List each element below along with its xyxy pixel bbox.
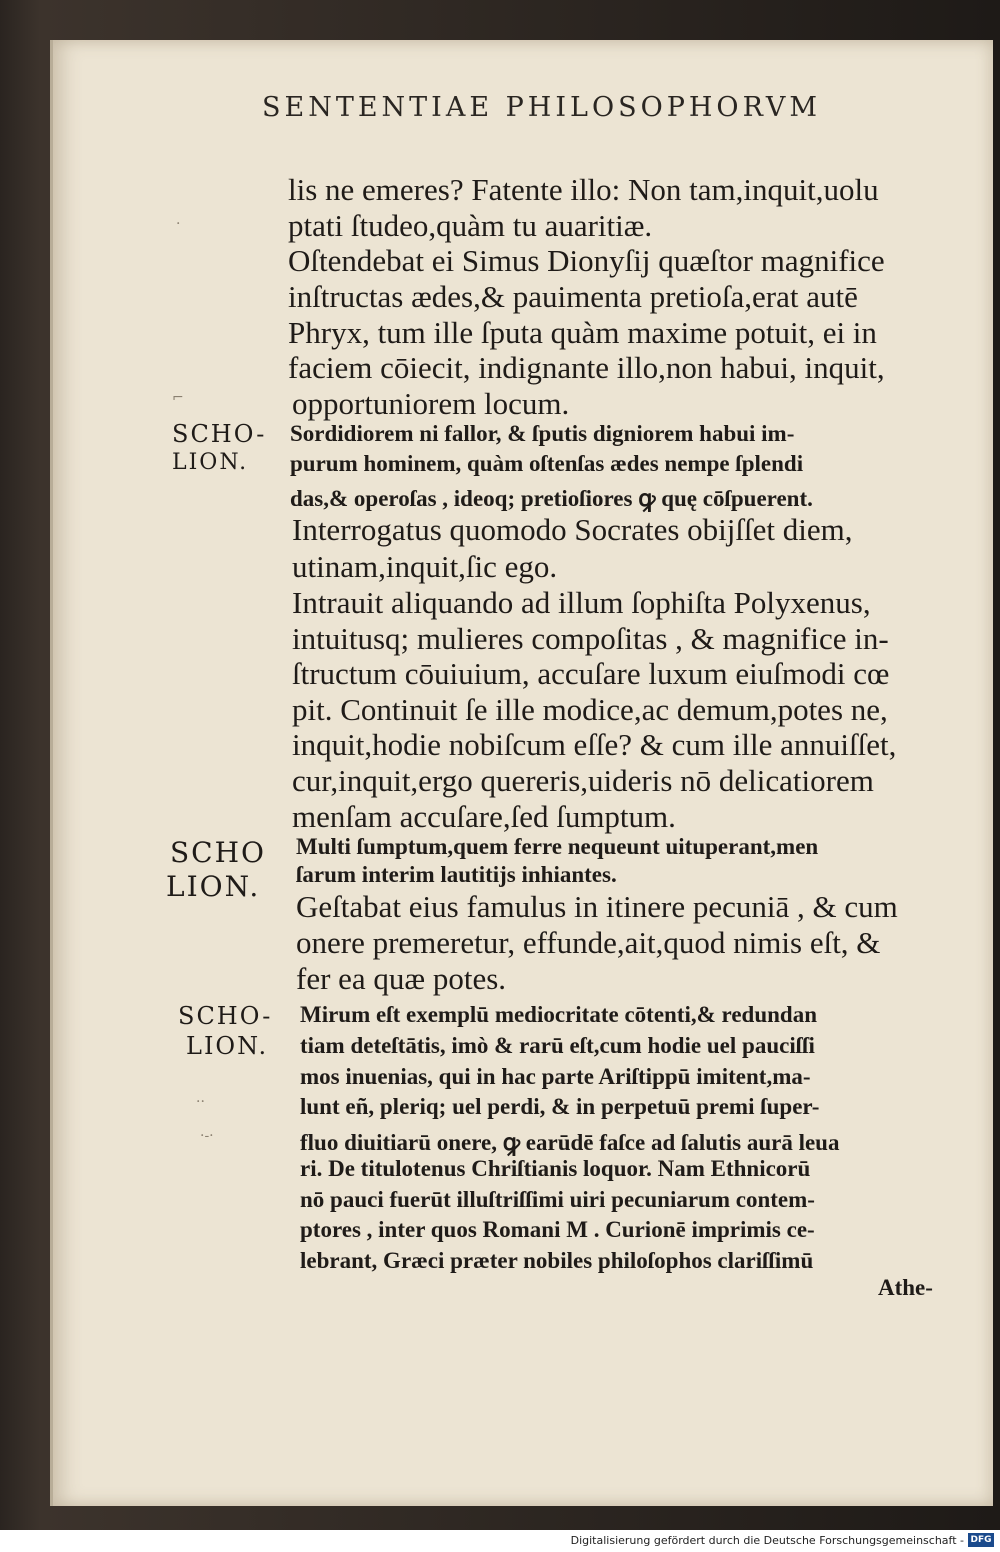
stray-mark: ·· bbox=[196, 1094, 205, 1110]
scholion-text-line: Multi ſumptum,quem ferre nequeunt uituperant,men bbox=[296, 834, 819, 859]
scholion-text-line: ri. De titulotenus Chriſtianis loquor. Nam Ethnicorū bbox=[300, 1156, 811, 1181]
scholion-text-line: tiam deteſtātis, imò & rarū eſt,cum hodie uel pauciſſi bbox=[300, 1033, 815, 1058]
margin-note-scholion-1b: LION. bbox=[172, 450, 249, 475]
scholion-text-line: lebrant, Græci præter nobiles philoſophos clariſſimū bbox=[300, 1248, 814, 1273]
text-line: ptati ſtudeo,quàm tu auaritiæ. bbox=[288, 208, 653, 243]
scholion-text-line: mos inuenias, qui in hac parte Ariſtippū imitent,ma- bbox=[300, 1064, 811, 1089]
text-line: inquit,hodie nobiſcum eſſe? & cum ille annuiſſet, bbox=[292, 727, 897, 762]
text-line: intuitusq; mulieres compoſitas , & magnifice in- bbox=[292, 621, 889, 656]
footer-bar bbox=[0, 1530, 1000, 1552]
scholion-text-line: ſarum interim lautitijs inhiantes. bbox=[296, 862, 617, 887]
text-line: menſam accuſare,ſed ſumptum. bbox=[292, 799, 676, 834]
scholion-text-line: Sordidiorem ni fallor, & ſputis digniorem habui im- bbox=[290, 421, 795, 446]
scholion-text-line: purum hominem, quàm oſtenſas ædes nempe ſplendi bbox=[290, 451, 804, 476]
text-line: faciem cōiecit, indignante illo,non habui, inquit, bbox=[288, 350, 885, 385]
scholion-text-line: Mirum eſt exemplū mediocritate cōtenti,& redundan bbox=[300, 1002, 817, 1027]
scholion-text-line: lunt eñ, pleriq; uel perdi, & in perpetuū premi ſuper- bbox=[300, 1094, 820, 1119]
text-line: ſtructum cōuiuium, accuſare luxum eiuſmodi cœ bbox=[292, 656, 890, 691]
text-line: Geſtabat eius famulus in itinere pecuniā , & cum bbox=[296, 889, 898, 924]
text-line: onere premeretur, effunde,ait,quod nimis eſt, & bbox=[296, 925, 881, 960]
text-line: opportuniorem locum. bbox=[292, 386, 570, 421]
margin-note-scholion-3: SCHO- bbox=[178, 1002, 273, 1030]
text-line: utinam,inquit,ſic ego. bbox=[292, 549, 558, 584]
text-line: lis ne emeres? Fatente illo: Non tam,inquit,uolu bbox=[288, 172, 879, 207]
text-line: Oſtendebat ei Simus Dionyſij quæſtor magnifice bbox=[288, 243, 885, 278]
scholion-text-line: nō pauci fuerūt illuſtriſſimi uiri pecuniarum contem- bbox=[300, 1187, 815, 1212]
text-line: Interrogatus quomodo Socrates obijſſet diem, bbox=[292, 512, 853, 547]
running-head: SENTENTIAE PHILOSOPHORVM bbox=[262, 92, 822, 123]
scholion-text-line: ptores , inter quos Romani M . Curionē imprimis ce- bbox=[300, 1217, 815, 1242]
dfg-logo: DFG bbox=[968, 1533, 994, 1547]
margin-note-scholion-2b: LION. bbox=[166, 870, 261, 903]
text-line: cur,inquit,ergo quereris,uideris nō delicatiorem bbox=[292, 763, 874, 798]
text-line: Phryx, tum ille ſputa quàm maxime potuit, ei in bbox=[288, 315, 877, 350]
margin-note-scholion-1: SCHO- bbox=[172, 420, 267, 448]
catchword: Athe- bbox=[878, 1275, 933, 1300]
stray-mark: · bbox=[176, 216, 181, 232]
text-line: pit. Continuit ſe ille modice,ac demum,potes ne, bbox=[292, 692, 888, 727]
text-line: inſtructas ædes,& pauimenta pretioſa,erat autē bbox=[288, 279, 858, 314]
text-line: fer ea quæ potes. bbox=[296, 961, 507, 996]
footer-credit: Digitalisierung gefördert durch die Deutsche Forschungsgemeinschaft - bbox=[570, 1534, 964, 1547]
margin-note-scholion-3b: LION. bbox=[186, 1032, 269, 1060]
scholion-text-line: das,& operoſas , ideoq; pretioſiores ꝙ quę cōſpuerent. bbox=[290, 486, 813, 511]
stray-mark: ·-· bbox=[200, 1128, 214, 1144]
stray-mark: ⌐ bbox=[172, 390, 184, 406]
margin-note-scholion-2: SCHO bbox=[170, 836, 266, 869]
text-line: Intrauit aliquando ad illum ſophiſta Polyxenus, bbox=[292, 585, 871, 620]
scholion-text-line: fluo diuitiarū onere, ꝙ earūdē faſce ad ſalutis aurā leua bbox=[300, 1130, 840, 1155]
